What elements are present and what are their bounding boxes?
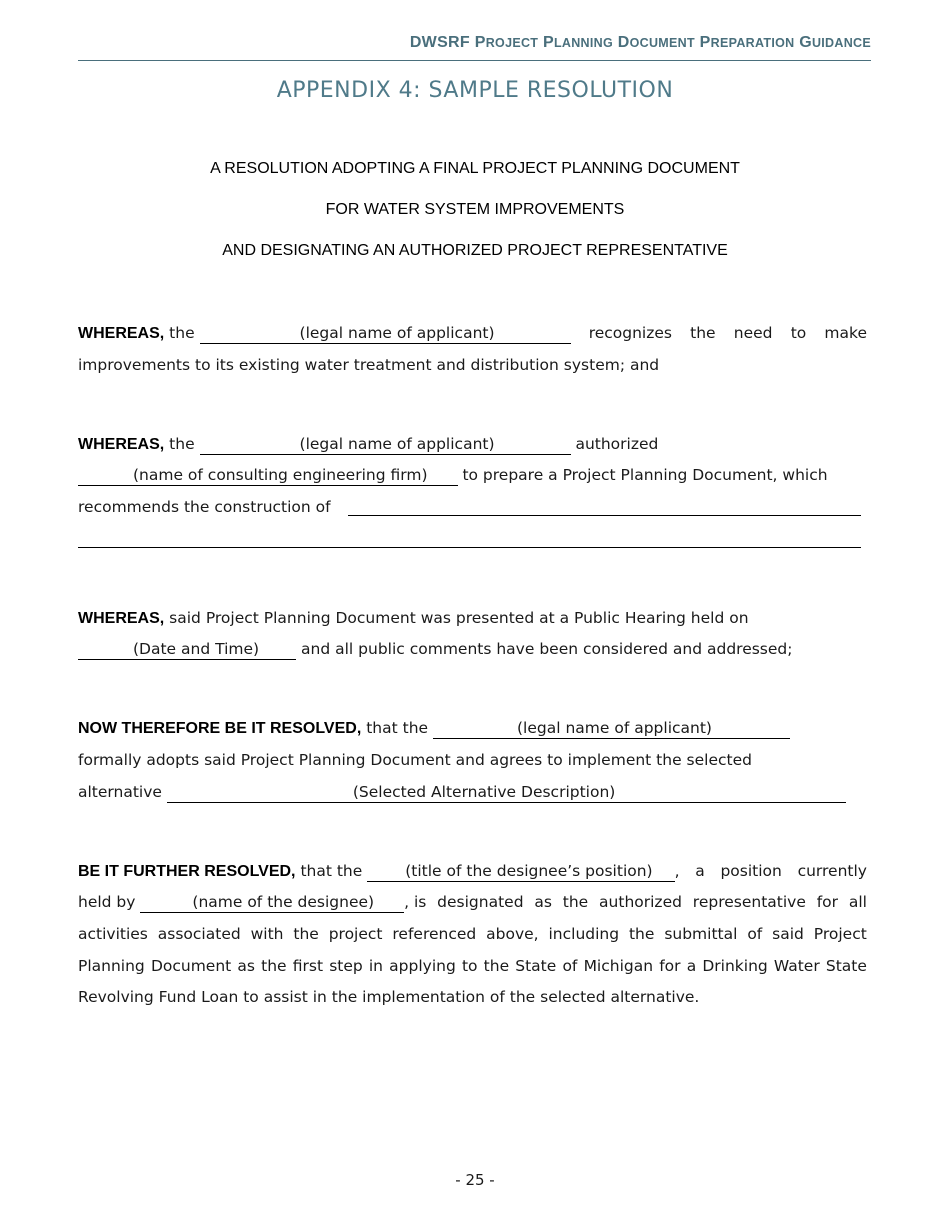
page-number: - 25 - — [455, 1171, 495, 1189]
be-it-further-keyword: BE IT FURTHER RESOLVED, — [78, 863, 296, 880]
running-header: DWSRF PROJECT PLANNING DOCUMENT PREPARATION GUIDANCE — [409, 34, 871, 51]
applicant-name-blank[interactable]: (legal name of applicant) — [433, 719, 790, 739]
whereas-keyword: WHEREAS, — [78, 325, 165, 342]
appendix-title: APPENDIX 4: SAMPLE RESOLUTION — [276, 78, 674, 103]
whereas-keyword: WHEREAS, — [78, 436, 165, 453]
designee-position-blank[interactable]: (title of the designee’s position) — [367, 862, 674, 882]
selected-alternative-blank[interactable]: (Selected Alternative Description) — [167, 783, 846, 803]
header-rule — [78, 60, 871, 61]
resolution-title-line-2: FOR WATER SYSTEM IMPROVEMENTS — [325, 201, 625, 218]
resolution-title-line-3: AND DESIGNATING AN AUTHORIZED PROJECT REPRESENTATIVE — [222, 242, 728, 259]
date-time-blank[interactable]: (Date and Time) — [78, 640, 296, 660]
resolution-title-line-1: A RESOLUTION ADOPTING A FINAL PROJECT PLANNING DOCUMENT — [210, 160, 740, 177]
applicant-name-blank[interactable]: (legal name of applicant) — [200, 324, 571, 344]
engineering-firm-blank[interactable]: (name of consulting engineering firm) — [78, 466, 458, 486]
designee-name-blank[interactable]: (name of the designee) — [140, 893, 404, 913]
now-therefore-keyword: NOW THEREFORE BE IT RESOLVED, — [78, 720, 362, 737]
whereas-keyword: WHEREAS, — [78, 610, 165, 627]
construction-blank-line-1[interactable] — [348, 515, 861, 516]
applicant-name-blank[interactable]: (legal name of applicant) — [200, 435, 571, 455]
construction-blank-line-2[interactable] — [78, 547, 861, 548]
